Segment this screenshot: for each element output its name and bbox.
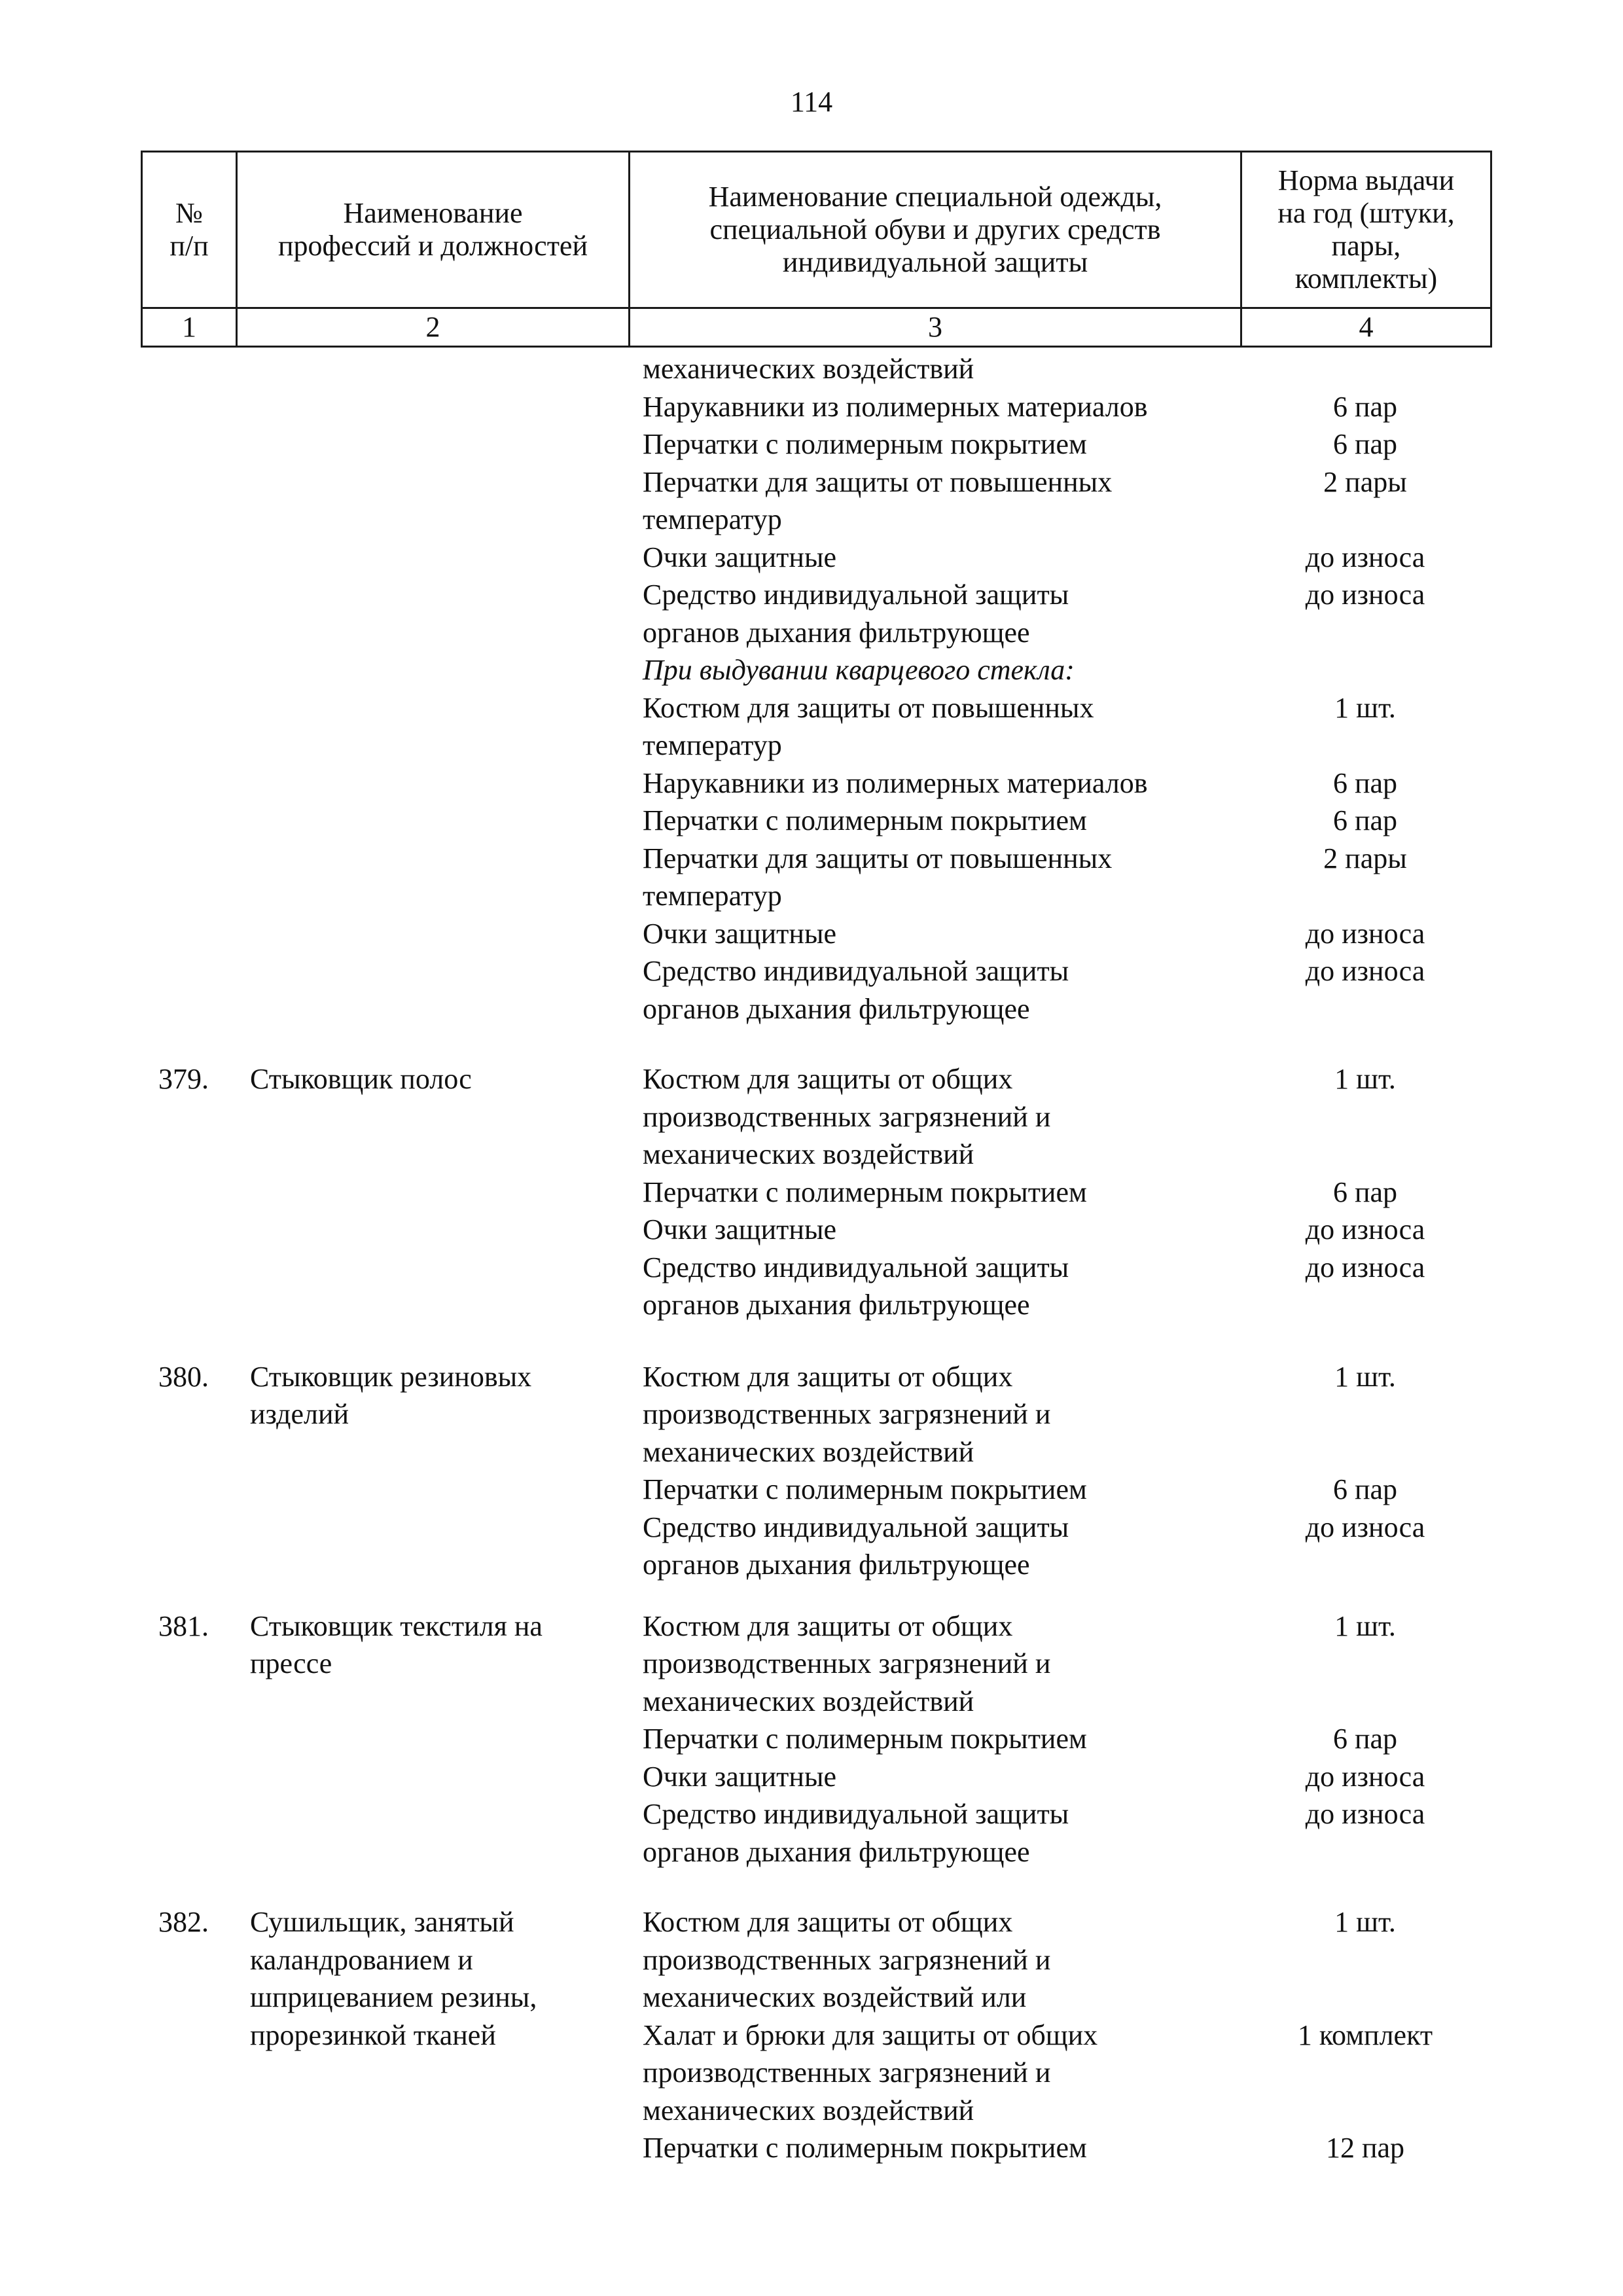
table-header [141,151,1492,348]
table-row [141,1060,1490,1324]
ppe-item-name: Средство индивидуальной защиты органов дыхания фильтрующее [643,955,1069,1025]
table-row [141,350,1490,1028]
profession-name: Стыковщик резиновых изделий [250,1360,532,1430]
ppe-item-norm: 6 пар [1332,1723,1398,1755]
ppe-item-norm: до износа [1305,541,1425,573]
header-line: на год (штуки, [1277,197,1455,229]
ppe-item-norm [1240,651,1490,689]
profession-name: Стыковщик полос [250,1063,472,1095]
table-row [141,1358,1490,1584]
ppe-item-norm: 6 пар [1332,1473,1398,1505]
table-body [141,350,1490,2167]
ppe-item-norm: 1 шт. [1334,1906,1396,1938]
header-line: Норма выдачи [1277,164,1455,196]
ppe-item-norm: 1 шт. [1334,1063,1396,1095]
header-line: индивидуальной защиты [782,246,1088,278]
ppe-item-name: Очки защитные [643,541,837,573]
ppe-item-name: Костюм для защиты от общих производственных загрязнений и механических воздействий [643,1360,1051,1468]
page-number: 114 [790,86,833,118]
ppe-item-name: Перчатки с полимерным покрытием [643,1723,1087,1755]
profession-name: Сушильщик, занятый каландрованием и шприцеванием резины, прорезинкой тканей [250,1906,537,2051]
ppe-item-norm: до износа [1305,1798,1425,1830]
ppe-item-name: Перчатки с полимерным покрытием [643,428,1087,460]
ppe-item-norm: 6 пар [1332,390,1398,423]
row-number: 380. [158,1360,209,1393]
row-number: 382. [158,1906,209,1938]
header-line: пары, [1331,230,1401,262]
ppe-item-name: Очки защитные [643,917,837,950]
table-row [141,1903,1490,2167]
ppe-item-norm: до износа [1305,917,1425,950]
row-number [141,350,236,1028]
ppe-subsection-heading: При выдувании кварцевого стекла: [643,654,1075,686]
ppe-item-norm: 2 пары [1323,465,1407,498]
column-number-4: 4 [1241,308,1491,347]
header-col-number [142,152,237,308]
row-spacer [141,1584,1490,1607]
ppe-item-name: Перчатки для защиты от повышенных температур [643,842,1113,912]
ppe-item-name: Перчатки с полимерным покрытием [643,1175,1087,1208]
column-number-2: 2 [237,308,630,347]
row-number: 381. [158,1609,209,1642]
ppe-item-name: Костюм для защиты от общих производственных загрязнений и механических воздействий или [643,1906,1051,2013]
header-col-ppe-name [630,152,1241,308]
header-line: специальной обуви и других средств [709,213,1161,245]
ppe-item-name: Перчатки для защиты от повышенных температур [643,465,1113,535]
ppe-item-norm: до износа [1305,955,1425,987]
ppe-item-name: Средство индивидуальной защиты органов дыхания фильтрующее [643,1251,1069,1321]
ppe-item-norm: 2 пары [1323,842,1407,874]
ppe-item-norm: до износа [1305,1213,1425,1246]
ppe-item-norm: 6 пар [1332,804,1398,836]
table-row [141,1607,1490,1871]
header-line: Наименование специальной одежды, [708,181,1162,213]
ppe-item-norm: 1 шт. [1334,1609,1396,1642]
column-number-1: 1 [142,308,237,347]
profession-name: Стыковщик текстиля на прессе [250,1609,543,1679]
column-number-3: 3 [630,308,1241,347]
ppe-item-norm: 6 пар [1332,428,1398,460]
ppe-item-name: Нарукавники из полимерных материалов [643,766,1148,799]
header-line: № [175,197,203,229]
ppe-item-name: Очки защитные [643,1760,837,1793]
ppe-item-norm: 12 пар [1325,2132,1405,2164]
row-spacer [141,1871,1490,1903]
ppe-item-norm: до износа [1305,1511,1425,1543]
header-col-profession [237,152,630,308]
ppe-item-norm: 6 пар [1332,766,1398,799]
ppe-item-norm: 1 комплект [1297,2018,1433,2051]
ppe-item-name: Костюм для защиты от общих производственных загрязнений и механических воздействий [643,1063,1051,1170]
ppe-item-name: Костюм для защиты от общих производственных загрязнений и механических воздействий [643,1609,1051,1717]
ppe-item-norm: 1 шт. [1334,691,1396,724]
ppe-item-norm: 1 шт. [1334,1360,1396,1393]
header-line: Наименование [343,197,523,229]
header-line: профессий и должностей [277,230,588,262]
ppe-item-name: Средство индивидуальной защиты органов дыхания фильтрующее [643,579,1069,649]
ppe-item-name: Перчатки с полимерным покрытием [643,804,1087,836]
row-spacer [141,1028,1490,1060]
ppe-item-name: Халат и брюки для защиты от общих производственных загрязнений и механических воздействий [643,2018,1098,2126]
ppe-item-name: Средство индивидуальной защиты органов дыхания фильтрующее [643,1511,1069,1581]
ppe-item-name: Перчатки с полимерным покрытием [643,2132,1087,2164]
ppe-item-name: Перчатки с полимерным покрытием [643,1473,1087,1505]
ppe-item-name: Костюм для защиты от повышенных температур [643,691,1094,761]
ppe-item-norm [1240,350,1490,388]
row-number: 379. [158,1063,209,1095]
header-line: комплекты) [1294,262,1438,295]
ppe-item-norm: до износа [1305,1760,1425,1793]
ppe-item-name: Нарукавники из полимерных материалов [643,390,1148,423]
ppe-item-name: Средство индивидуальной защиты органов дыхания фильтрующее [643,1798,1069,1868]
ppe-item-norm: до износа [1305,1251,1425,1283]
ppe-item-name: Очки защитные [643,1213,837,1246]
header-col-norm [1241,152,1491,308]
profession-name [236,350,628,1028]
ppe-item-norm: до износа [1305,579,1425,611]
row-spacer [141,1324,1490,1358]
ppe-item-norm: 6 пар [1332,1175,1398,1208]
ppe-item-name: механических воздействий [643,353,974,385]
header-line: п/п [169,230,209,262]
